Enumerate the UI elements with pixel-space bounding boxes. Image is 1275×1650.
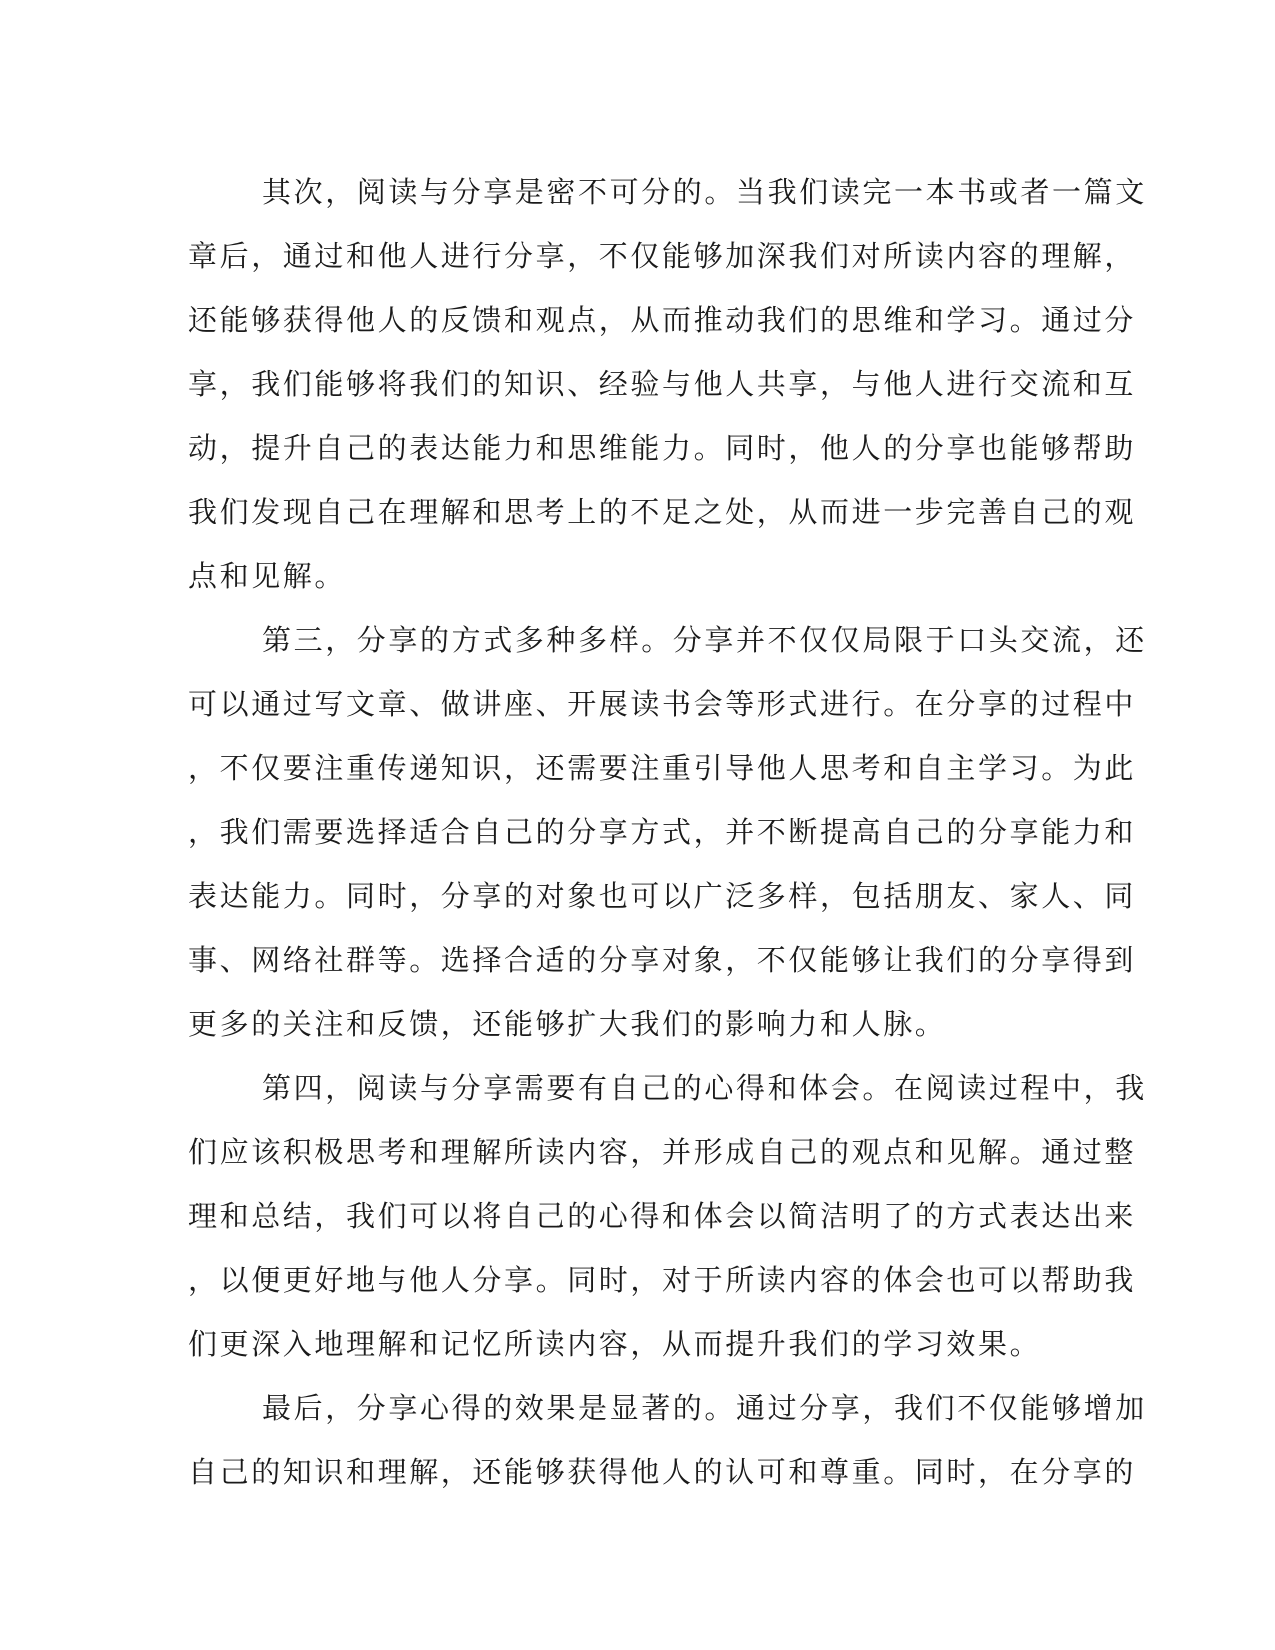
text-line: 第四，阅读与分享需要有自己的心得和体会。在阅读过程中，我 <box>262 1071 1147 1105</box>
body-text <box>188 160 1147 1504</box>
text-line: 其次，阅读与分享是密不可分的。当我们读完一本书或者一篇文 <box>262 175 1147 209</box>
text-line: 最后，分享心得的效果是显著的。通过分享，我们不仅能够增加 <box>262 1391 1147 1425</box>
text-line: 们应该积极思考和理解所读内容，并形成自己的观点和见解。通过整 <box>188 1135 1137 1169</box>
text-line: ，我们需要选择适合自己的分享方式，并不断提高自己的分享能力和 <box>188 815 1137 849</box>
text-line: ，不仅要注重传递知识，还需要注重引导他人思考和自主学习。为此 <box>188 751 1137 785</box>
text-line: 更多的关注和反馈，还能够扩大我们的影响力和人脉。 <box>188 1007 947 1041</box>
text-line: 章后，通过和他人进行分享，不仅能够加深我们对所读内容的理解， <box>188 239 1137 273</box>
text-line: 理和总结，我们可以将自己的心得和体会以简洁明了的方式表达出来 <box>188 1199 1137 1233</box>
text-line: 自己的知识和理解，还能够获得他人的认可和尊重。同时，在分享的 <box>188 1455 1137 1489</box>
text-line: 还能够获得他人的反馈和观点，从而推动我们的思维和学习。通过分 <box>188 303 1137 337</box>
text-line: ，以便更好地与他人分享。同时，对于所读内容的体会也可以帮助我 <box>188 1263 1137 1297</box>
text-line: 我们发现自己在理解和思考上的不足之处，从而进一步完善自己的观 <box>188 495 1137 529</box>
text-line: 们更深入地理解和记忆所读内容，从而提升我们的学习效果。 <box>188 1327 1042 1361</box>
text-line: 点和见解。 <box>188 559 347 593</box>
text-line: 享，我们能够将我们的知识、经验与他人共享，与他人进行交流和互 <box>188 367 1137 401</box>
text-line: 第三，分享的方式多种多样。分享并不仅仅局限于口头交流，还 <box>262 623 1147 657</box>
text-line: 可以通过写文章、做讲座、开展读书会等形式进行。在分享的过程中 <box>188 687 1137 721</box>
text-line: 表达能力。同时，分享的对象也可以广泛多样，包括朋友、家人、同 <box>188 879 1137 913</box>
text-line: 动，提升自己的表达能力和思维能力。同时，他人的分享也能够帮助 <box>188 431 1137 465</box>
text-line: 事、网络社群等。选择合适的分享对象，不仅能够让我们的分享得到 <box>188 943 1137 977</box>
